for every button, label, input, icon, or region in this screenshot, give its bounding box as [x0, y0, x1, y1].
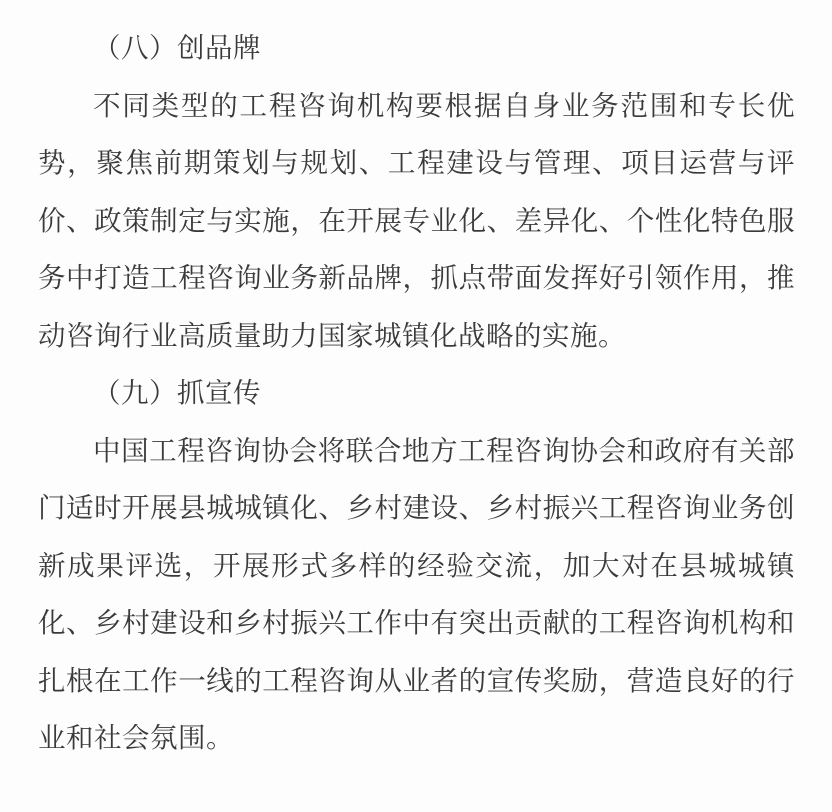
- section-8-paragraph: 不同类型的工程咨询机构要根据自身业务范围和专长优势，聚焦前期策划与规划、工程建设与管理、项目运营与评价、政策制定与实施，在开展专业化、差异化、个性化特色服务中打造工程咨询业务新品牌，抓点带面发挥好引领作用，推动咨询行业高质量助力国家城镇化战略的实施。: [38, 89, 795, 351]
- document-body: [38, 19, 795, 767]
- section-heading-8-chuang-pinpai: （八）创品牌: [93, 32, 261, 63]
- section-heading-9-zhua-xuanchuan: （九）抓宣传: [93, 377, 261, 408]
- section-9-paragraph: 中国工程咨询协会将联合地方工程咨询协会和政府有关部门适时开展县城城镇化、乡村建设、乡村振兴工程咨询业务创新成果评选，开展形式多样的经验交流，加大对在县城城镇化、乡村建设和乡村振兴工作中有突出贡献的工程咨询机构和扎根在工作一线的工程咨询从业者的宣传奖励，营造良好的行业和社会氛围。: [38, 434, 795, 753]
